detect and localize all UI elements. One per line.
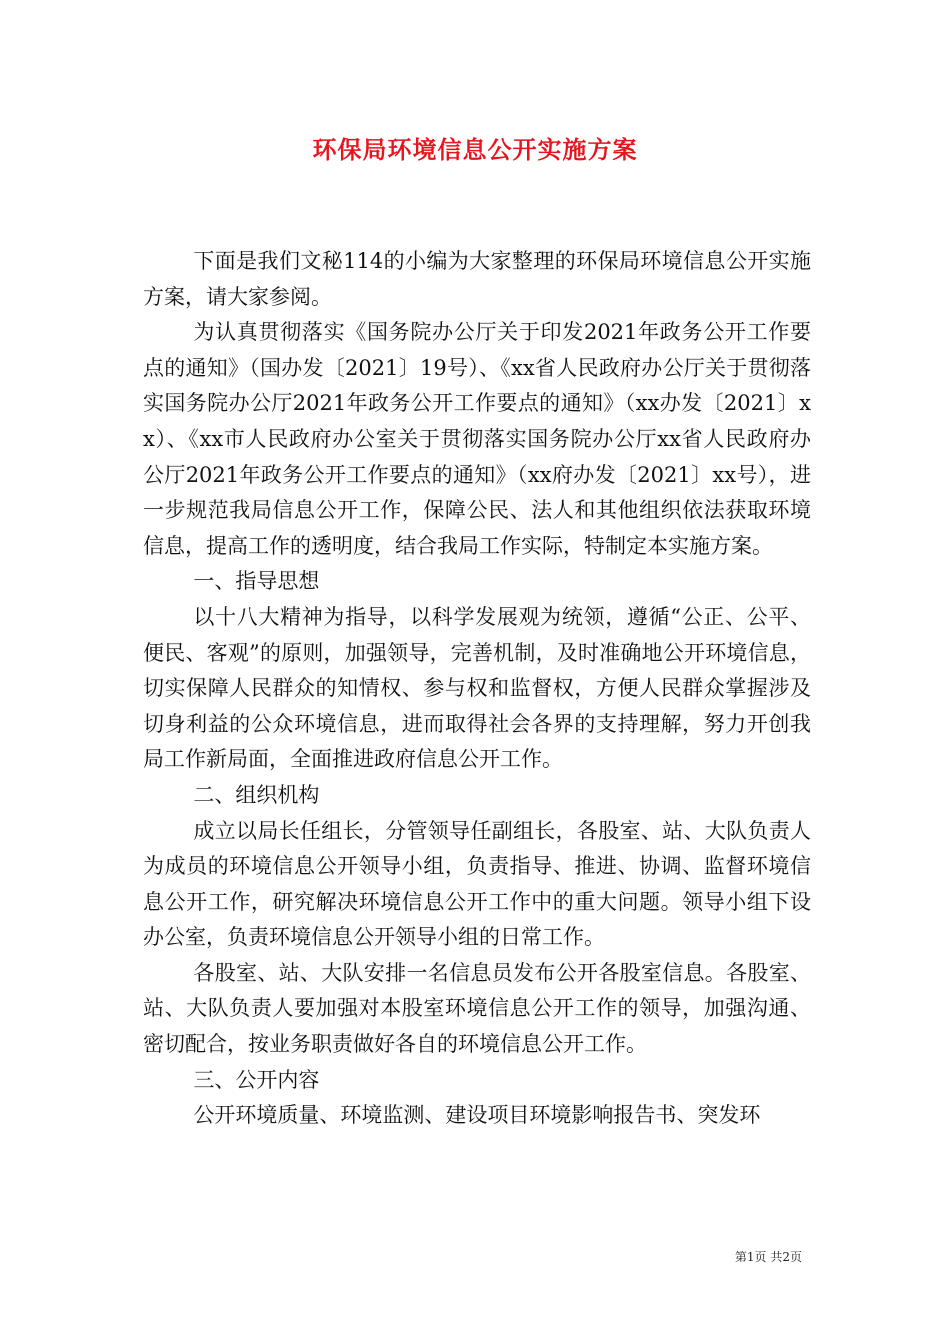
purpose-paragraph: 为认真贯彻落实《国务院办公厅关于印发2021年政务公开工作要点的通知》（国办发〔2021〕19号）、《xx省人民政府办公厅关于贯彻落实国务院办公厅2021年政务公开工作要点的通知》（xx办发〔2021〕xx）、《xx市人民政府办公室关于贯彻落实国务院办公厅xx省人民政府办公厅2021年政务公开工作要点的通知》（xx府办发〔2021〕xx号），进一步规范我局信息公开工作，保障公民、法人和其他组织依法获取环境信息，提高工作的透明度，结合我局工作实际，特制定本实施方案。 (143, 320, 811, 558)
document-body (143, 244, 811, 1134)
section-heading-guiding-ideology: 一、指导思想 (193, 569, 320, 594)
disclosure-content-paragraph: 公开环境质量、环境监测、建设项目环境影响报告书、突发环 (193, 1103, 761, 1128)
page-number-indicator: 第1页 共2页 (734, 1250, 802, 1264)
organization-paragraph-1: 成立以局长任组长，分管领导任副组长，各股室、站、大队负责人为成员的环境信息公开领导小组，负责指导、推进、协调、监督环境信息公开工作，研究解决环境信息公开工作中的重大问题。领导小组下设办公室，负责环境信息公开领导小组的日常工作。 (143, 818, 811, 950)
document-title: 环保局环境信息公开实施方案 (312, 135, 638, 164)
section-heading-disclosure-content: 三、公开内容 (193, 1067, 320, 1092)
guiding-ideology-paragraph: 以十八大精神为指导，以科学发展观为统领，遵循“公正、公平、便民、客观”的原则，加强领导，完善机制，及时准确地公开环境信息，切实保障人民群众的知情权、参与权和监督权，方便人民群众掌握涉及切身利益的公众环境信息，进而取得社会各界的支持理解，努力开创我局工作新局面，全面推进政府信息公开工作。 (143, 604, 811, 772)
organization-paragraph-2: 各股室、站、大队安排一名信息员发布公开各股室信息。各股室、站、大队负责人要加强对本股室环境信息公开工作的领导，加强沟通、密切配合，按业务职责做好各自的环境信息公开工作。 (143, 960, 811, 1057)
section-heading-organization: 二、组织机构 (193, 782, 320, 807)
intro-paragraph: 下面是我们文秘114的小编为大家整理的环保局环境信息公开实施方案，请大家参阅。 (143, 249, 811, 309)
